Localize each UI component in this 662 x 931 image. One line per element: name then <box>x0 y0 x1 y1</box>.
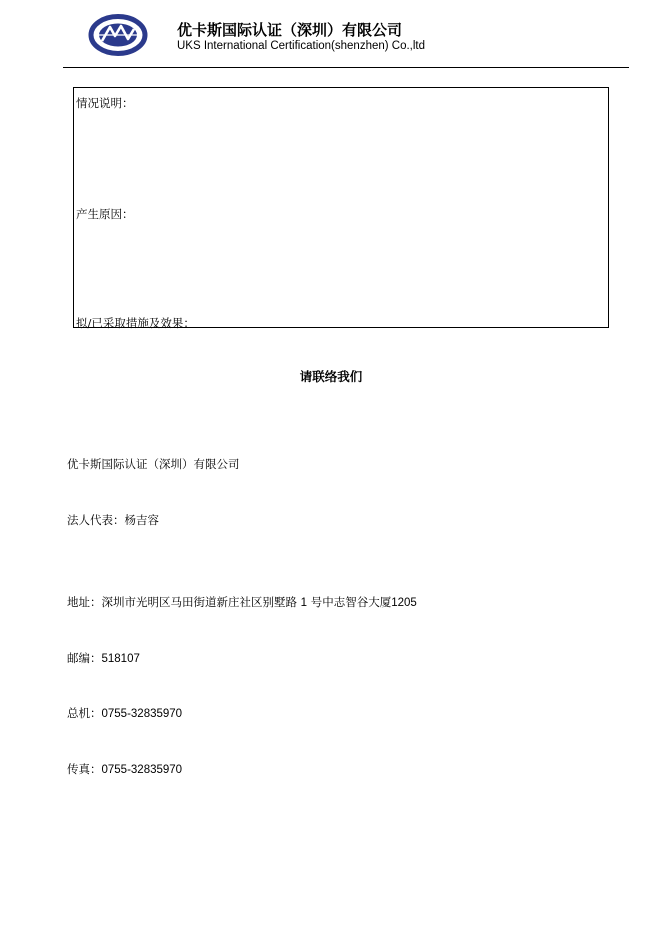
company-name-en: UKS International Certification(shenzhen) Co.,ltd <box>177 40 426 52</box>
legal-representative <box>67 512 159 528</box>
situation-form-box <box>73 87 609 328</box>
situation-label: 情况说明： <box>76 96 134 110</box>
phone <box>67 705 182 721</box>
letterhead <box>0 0 662 70</box>
address-room: 1205 <box>391 597 417 609</box>
contact-company-name: 优卡斯国际认证（深圳）有限公司 <box>67 457 240 471</box>
header-divider <box>63 67 629 68</box>
contact-title: 请联络我们 <box>299 369 363 384</box>
cause-label: 产生原因： <box>76 207 134 221</box>
address-number: 1 <box>300 597 308 609</box>
phone-value: 0755-32835970 <box>101 708 183 720</box>
contact-company <box>67 456 240 472</box>
company-name-cn: 优卡斯国际认证（深圳）有限公司 <box>177 21 403 39</box>
postcode <box>67 650 140 666</box>
address <box>67 594 417 610</box>
legal-rep-value: 杨吉容 <box>124 513 159 527</box>
postcode-label: 邮编： <box>67 651 102 665</box>
postcode-value: 518107 <box>101 653 140 665</box>
company-logo <box>88 14 148 56</box>
fax <box>67 761 182 777</box>
address-part-b: 号中志智谷大厦 <box>310 595 392 609</box>
address-label: 地址： <box>67 595 102 609</box>
fax-value: 0755-32835970 <box>101 764 183 776</box>
measures-label: 拟/已采取措施及效果： <box>76 316 195 330</box>
phone-label: 总机： <box>67 706 102 720</box>
legal-rep-label: 法人代表： <box>67 513 125 527</box>
address-part-a: 深圳市光明区马田街道新庄社区别墅路 <box>101 595 297 609</box>
fax-label: 传真： <box>67 762 102 776</box>
